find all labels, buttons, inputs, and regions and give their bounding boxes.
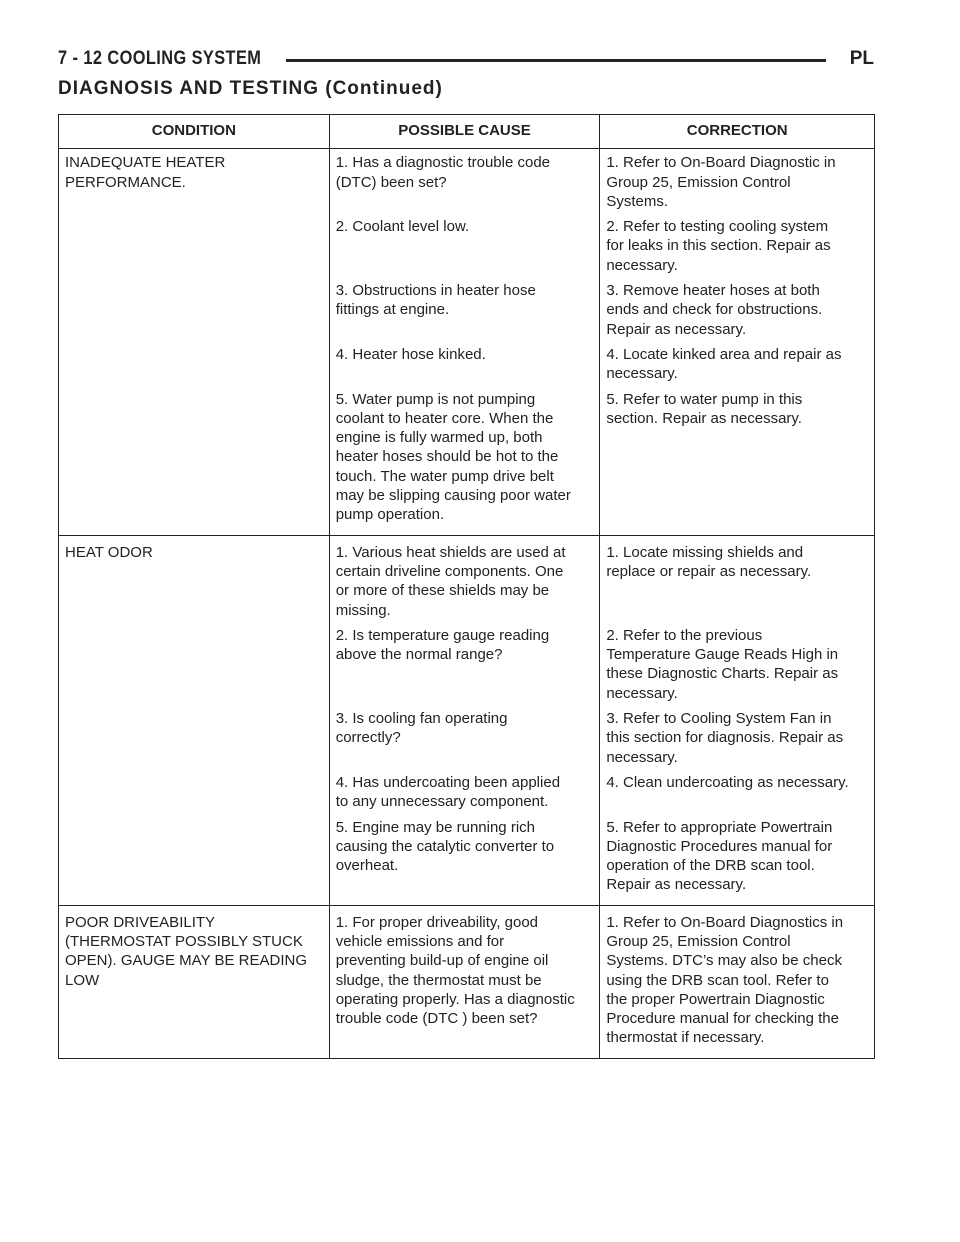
page-reference: 7 - 12 COOLING SYSTEM <box>58 48 262 69</box>
cell-cause: 1. For proper driveability, good vehicle emissions and for preventing build-up of engine oil sludge, the thermostat must be operating properly. Has a diagnostic trouble code (DTC ) been set? <box>329 905 600 1058</box>
model-code: PL <box>849 48 874 69</box>
table-row <box>59 905 875 1058</box>
header-rule <box>286 59 826 62</box>
table-row <box>59 814 875 906</box>
table-row <box>59 705 875 769</box>
page-header <box>58 48 874 70</box>
table-row <box>59 769 875 814</box>
cell-correction: 2. Refer to testing cooling system for leaks in this section. Repair as necessary. <box>606 218 831 274</box>
cell-condition <box>59 341 330 386</box>
table-row <box>59 386 875 536</box>
cell-cause: 3. Is cooling fan operating correctly? <box>329 705 600 769</box>
cell-correction: 1. Locate missing shields and replace or repair as necessary. <box>606 543 812 580</box>
column-header-possible-cause: POSSIBLE CAUSE <box>329 115 600 149</box>
table-row <box>59 535 875 622</box>
cell-condition: INADEQUATE HEATER PERFORMANCE. <box>59 149 330 213</box>
cell-cause: 5. Water pump is not pumping coolant to heater core. When the engine is fully warmed up, both heater hoses should be hot to the touch. The water pump drive belt may be slipping causing poor water pump operation. <box>329 386 600 536</box>
cell-condition <box>59 213 330 277</box>
cell-condition: POOR DRIVEABILITY (THERMOSTAT POSSIBLY STUCK OPEN). GAUGE MAY BE READING LOW <box>59 905 330 1058</box>
diagnosis-table <box>58 114 875 1059</box>
table-row <box>59 213 875 277</box>
cell-correction: 2. Refer to the previous Temperature Gauge Reads High in these Diagnostic Charts. Repair as necessary. <box>606 626 839 702</box>
cell-correction: 4. Locate kinked area and repair as necessary. <box>606 345 842 383</box>
cell-cause: 1. Various heat shields are used at certain driveline components. One or more of these shields may be missing. <box>329 535 600 622</box>
table-body <box>59 149 875 1058</box>
cell-cause: 5. Engine may be running rich causing the catalytic converter to overheat. <box>329 814 600 906</box>
cell-cause: 4. Has undercoating been applied to any unnecessary component. <box>329 769 600 814</box>
cell-correction: 5. Refer to water pump in this section. Repair as necessary. <box>600 386 875 536</box>
cell-condition <box>59 622 330 705</box>
table-row <box>59 341 875 386</box>
cell-correction: 3. Refer to Cooling System Fan in this section for diagnosis. Repair as necessary. <box>606 710 844 766</box>
cell-cause: 4. Heater hose kinked. <box>329 341 600 386</box>
cell-condition <box>59 386 330 536</box>
cell-correction: 3. Remove heater hoses at both ends and check for obstructions. Repair as necessary. <box>606 282 823 338</box>
table-header-row <box>59 115 875 149</box>
cell-correction: 4. Clean undercoating as necessary. <box>606 773 849 791</box>
cell-cause: 2. Coolant level low. <box>329 213 600 277</box>
cell-cause: 2. Is temperature gauge reading above the normal range? <box>329 622 600 705</box>
table-row <box>59 277 875 341</box>
cell-correction: 1. Refer to On-Board Diagnostic in Group 25, Emission Control Systems. <box>606 154 836 210</box>
cell-condition <box>59 769 330 814</box>
cell-condition <box>59 705 330 769</box>
column-header-condition: CONDITION <box>59 115 330 149</box>
column-header-correction: CORRECTION <box>600 115 875 149</box>
cell-condition <box>59 277 330 341</box>
cell-correction: 5. Refer to appropriate Powertrain Diagnostic Procedures manual for operation of the DRB scan tool. Repair as necessary. <box>600 814 875 906</box>
cell-cause: 1. Has a diagnostic trouble code (DTC) been set? <box>329 149 600 213</box>
cell-correction: 1. Refer to On-Board Diagnostics in Group 25, Emission Control Systems. DTC’s may also be check using the DRB scan tool. Refer to the proper Powertrain Diagnostic Procedure manual for checking the thermostat if necessary. <box>600 905 875 1058</box>
table-row <box>59 622 875 705</box>
section-title: DIAGNOSIS AND TESTING (Continued) <box>58 78 443 99</box>
cell-condition: HEAT ODOR <box>59 535 330 622</box>
cell-cause: 3. Obstructions in heater hose fittings at engine. <box>329 277 600 341</box>
cell-condition <box>59 814 330 906</box>
table-row <box>59 149 875 213</box>
